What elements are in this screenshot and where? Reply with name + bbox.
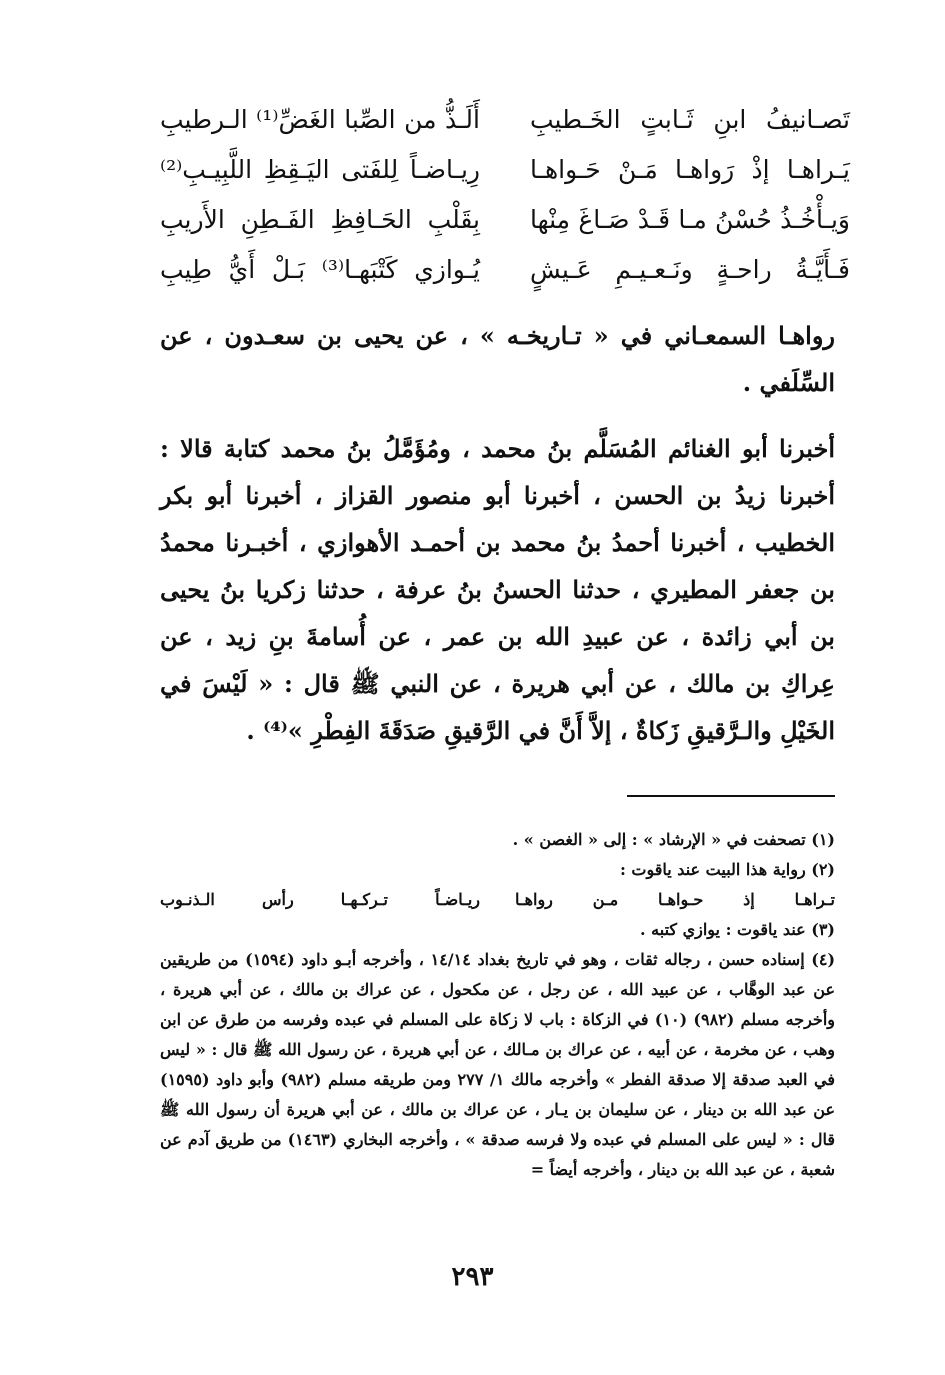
attribution-paragraph: رواهـا السمعـاني في « تـاريخـه » ، عن يحيى بن سعـدون ، عن السِّلَفي . <box>160 321 835 397</box>
verse-second-hemistich: يُـوازي كَتْبَهـا⁽³⁾ بَـلْ أَيُّ طِيبِ <box>160 255 480 284</box>
hadith-paragraph: أخبرنا أبو الغنائم المُسَلَّم بنُ محمد ، ومُؤَمَّلُ بنُ محمد كتابة قالا : أخبرنا زيدُ بن الحسن ، أخبرنا أبو منصور القزاز ، أخبرنا أبو بكر الخطيب ، أخبرنا أحمدُ بنُ محمد بن أحمـد الأهوازي ، أخبـرنا محمدُ بن جعفر المطيري ، حدثنا الحسنُ بنُ عرفة ، حدثنا زكريا بنُ يحيى بن أبي زائدة ، عن عبيدِ الله بن عمر ، عن أُسامةَ بنِ زيد ، عن عِراكِ بن مالك ، عن أبي هريرة ، عن النبي ﷺ قال : « لَيْسَ في الخَيْلِ والـرَّقيقِ زَكاةٌ ، إلاَّ أَنَّ في الرَّقيقِ صَدَقَةَ الفِطْرِ »⁽⁴⁾ . <box>160 434 835 745</box>
footnote-verse-second-hemistich: ريـاضـاً تـركـهـا رأس الـذنـوب <box>160 890 480 909</box>
footnote-2-verse <box>160 885 835 915</box>
verse-first-hemistich: وَيـأْخُـذُ حُسْنُ مـا قَـدْ صَـاغَ مِنْها <box>530 205 850 234</box>
footnote-4: (٤) إسناده حسن ، رجاله ثقات ، وهو في تاريخ بغداد ١٤/١٤ ، وأخرجه أبـو داود (١٥٩٤) من طريقين عن عبد الوهَّاب ، عن عبيد الله ، عن رجل ، عن مكحول ، عن عراك بن مالك ، عن أبي هريرة ، وأخرجه مسلم (٩٨٢) (١٠) في الزكاة : باب لا زكاة على المسلم في عبده وفرسه من طرق عن ابن وهب ، عن مخرمة ، عن أبيه ، عن عراك بن مـالك ، عن أبي هريرة ، عن رسول الله ﷺ قال : « ليس في العبد صدقة إلا صدقة الفطر » وأخرجه مالك ١/ ٢٧٧ ومن طريقه مسلم (٩٨٢) وأبو داود (١٥٩٥) عن عبد الله بن دينار ، عن سليمان بن يـار ، عن عراك بن مالك ، عن أبي هريرة أن رسول الله ﷺ قال : « ليس على المسلم في عبده ولا فرسه صدقة » ، وأخرجه البخاري (١٤٦٣) من طريق آدم عن شعبة ، عن عبد الله بن دينار ، وأخرجه أيضاً = <box>160 950 836 1179</box>
verse-second-hemistich: بِقَلْبِ الحَـافِظِ الفَـطِنِ الأَريبِ <box>160 205 480 234</box>
verse-first-hemistich: تَصـانيفُ ابنِ ثَـابتٍ الخَـطيبِ <box>530 105 850 134</box>
footnote-2: (٢) رواية هذا البيت عند ياقوت : <box>619 860 835 879</box>
footnote-1: (١) تصحفت في « الإرشاد » : إلى « الغصن » . <box>512 830 835 849</box>
verse-second-hemistich: رِيـاضـاً لِلفَتى اليَـقِظِ اللَّبِيـبِ⁽²⁾ <box>160 155 480 184</box>
footnotes <box>160 825 835 1185</box>
footnote-3: (٣) عند ياقوت : يوازي كتبه . <box>640 920 835 939</box>
poem-verses <box>160 95 850 295</box>
footnote-separator <box>627 795 835 797</box>
verse-row <box>160 195 850 245</box>
verse-row <box>160 245 850 295</box>
verse-row <box>160 145 850 195</box>
verse-first-hemistich: فَـأَيَّـةُ راحـةٍ ونَـعـيـمِ عَـيشٍ <box>530 255 850 284</box>
page-number: ٢٩٣ <box>451 1262 494 1292</box>
verse-first-hemistich: يَـراهـا إذْ رَواهـا مَـنْ حَـواهـا <box>530 155 850 184</box>
verse-row <box>160 95 850 145</box>
footnote-verse-first-hemistich: تـراهـا إذ حـواهـا مـن رواهـا <box>515 890 835 909</box>
verse-second-hemistich: أَلَـذُّ من الصِّبا الغَضِّ⁽¹⁾ الـرطيبِ <box>160 105 480 134</box>
